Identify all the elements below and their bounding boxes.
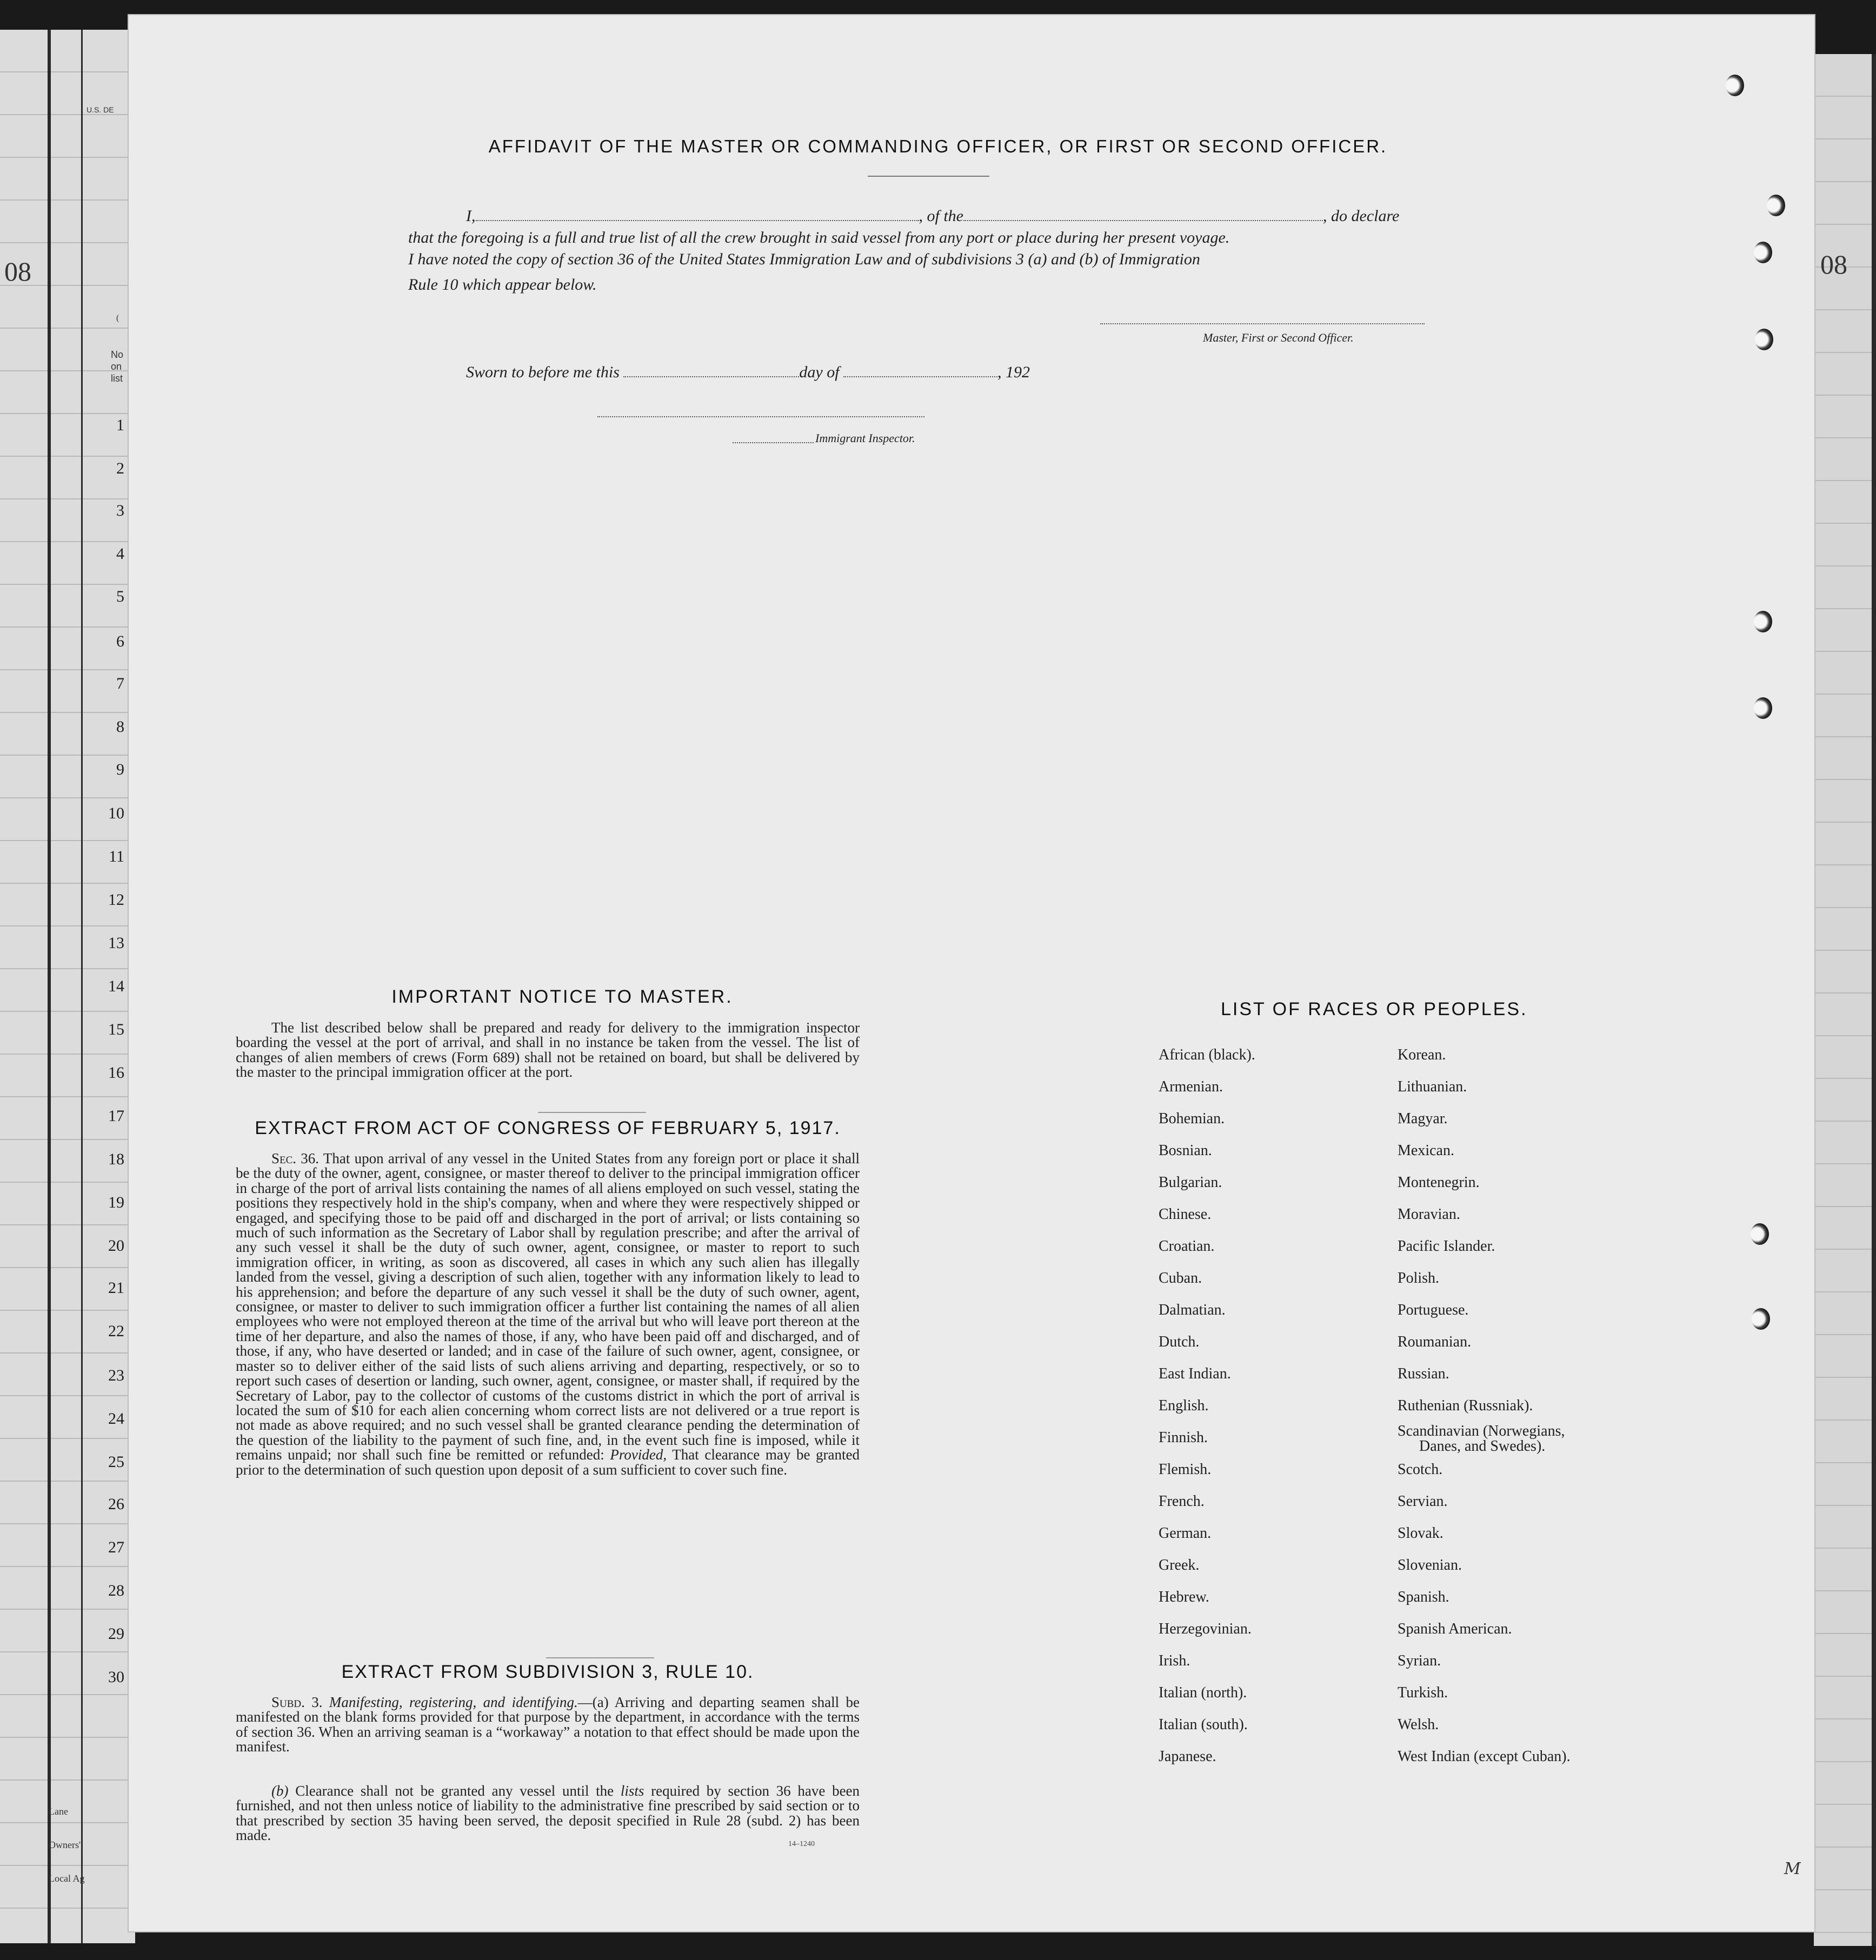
extract-rule-title: EXTRACT FROM SUBDIVISION 3, RULE 10. <box>341 1662 754 1682</box>
race-item: German. <box>1159 1525 1212 1542</box>
sworn-month-blank <box>843 376 997 377</box>
race-item: Bosnian. <box>1159 1142 1212 1159</box>
ledger-row-number: 18 <box>108 1150 124 1168</box>
ledger-binding-bar-right <box>1872 54 1876 1946</box>
race-item: Chinese. <box>1159 1206 1212 1223</box>
extract-rule-para-b <box>236 1784 860 1843</box>
race-item: Polish. <box>1398 1270 1440 1286</box>
race-item: Bulgarian. <box>1159 1174 1222 1191</box>
ledger-row-number: 22 <box>108 1322 124 1340</box>
ledger-row-number: 7 <box>116 675 124 692</box>
sworn-year: , 192 <box>997 363 1030 381</box>
race-item: Italian (north). <box>1159 1684 1247 1701</box>
notice-title: IMPORTANT NOTICE TO MASTER. <box>391 986 733 1007</box>
declaration-line-2: that the foregoing is a full and true list of all the crew brought in said vessel from any port or place during her present voyage. <box>408 229 1230 246</box>
race-item: Spanish. <box>1398 1589 1449 1605</box>
ledger-footer-label: Lane <box>49 1806 68 1817</box>
ledger-row-number: 12 <box>108 891 124 909</box>
race-item: Cuban. <box>1159 1270 1202 1286</box>
ledger-row-number: 15 <box>108 1021 124 1038</box>
race-item: English. <box>1159 1397 1209 1414</box>
race-item: Ruthenian (Russniak). <box>1398 1397 1533 1414</box>
race-item: French. <box>1159 1493 1205 1510</box>
race-item: Danes, and Swedes). <box>1419 1438 1546 1455</box>
race-item: Croatian. <box>1159 1238 1215 1255</box>
punch-hole-icon <box>1767 195 1785 216</box>
race-item: Scandinavian (Norwegians, <box>1398 1423 1565 1439</box>
extract-act-rule <box>546 1657 654 1658</box>
ledger-row-number: 13 <box>108 934 124 952</box>
punch-hole-icon <box>1754 242 1772 263</box>
ledger-row-number: 1 <box>116 416 124 434</box>
race-item: Turkish. <box>1398 1684 1448 1701</box>
ledger-binding-bar <box>48 30 51 1943</box>
subdivision-heading: Manifesting, registering, and identifying. <box>329 1694 578 1710</box>
race-item: Dutch. <box>1159 1334 1200 1350</box>
extract-act-body <box>236 1151 860 1477</box>
ledger-ref-number: 08 <box>4 256 31 286</box>
race-item: Italian (south). <box>1159 1716 1248 1733</box>
declaration-of-the: , of the <box>919 207 963 225</box>
section-36-end: That clearance may be granted prior to the determination of such question upon deposit of a sum sufficient to cover such fine. <box>236 1446 860 1478</box>
title-rule <box>868 176 989 177</box>
right-ledger-page <box>1814 54 1876 1946</box>
race-item: Hebrew. <box>1159 1589 1209 1605</box>
punch-hole-icon <box>1726 75 1744 96</box>
ledger-row-number: 26 <box>108 1495 124 1513</box>
race-item: Lithuanian. <box>1398 1078 1467 1095</box>
ledger-row-number: 29 <box>108 1625 124 1643</box>
race-item: Herzegovinian. <box>1159 1621 1252 1637</box>
form-number: 14–1240 <box>788 1840 815 1848</box>
inspector-name-blank <box>733 442 814 443</box>
ledger-header-line: on <box>111 361 122 372</box>
race-item: Flemish. <box>1159 1461 1212 1478</box>
extract-rule-para-a <box>236 1695 860 1755</box>
ledger-row-number: 30 <box>108 1668 124 1686</box>
para-b-lists: lists <box>620 1783 644 1799</box>
race-item: Portuguese. <box>1398 1302 1469 1318</box>
race-item: Slovak. <box>1398 1525 1443 1542</box>
notice-body: The list described below shall be prepared and ready for delivery to the immigration inspector boarding the vessel at the port of arrival, and shall in no instance be taken from the vessel. The list of changes of alien members of crews (Form 689) shall not be retained on board, but shall be delivered by the master to the principal immigration officer at the port. <box>236 1019 860 1081</box>
provided-word: Provided, <box>610 1446 667 1463</box>
subdivision-para-a: —(a) Arriving and departing seamen shall be manifested on the blank forms provided for that purpose by the department, in accordance with the terms of section 36. When an arriving seaman is a “workaway” a notation to that effect should be made upon the manifest. <box>236 1694 860 1755</box>
affidavit-sheet <box>129 15 1814 1931</box>
declaration-line-4: Rule 10 which appear below. <box>408 276 597 294</box>
race-item: East Indian. <box>1159 1365 1231 1382</box>
subdivision-label: Subd. 3. <box>271 1694 323 1710</box>
declaration-line-1 <box>466 207 1399 225</box>
left-ledger-page <box>0 30 135 1943</box>
declaration-line-3: I have noted the copy of section 36 of the United States Immigration Law and of subdivisions 3 (a) and (b) of Immigration <box>408 250 1200 268</box>
declaration-i: I, <box>466 207 476 225</box>
race-item: Irish. <box>1159 1652 1190 1669</box>
race-item: Korean. <box>1398 1046 1446 1063</box>
race-item: Dalmatian. <box>1159 1302 1226 1318</box>
sworn-line <box>466 363 1030 382</box>
ledger-row-number: 28 <box>108 1582 124 1599</box>
master-signature-label: Master, First or Second Officer. <box>1203 331 1354 344</box>
race-item: Spanish American. <box>1398 1621 1512 1637</box>
ledger-column-header <box>111 349 123 384</box>
ledger-row-number: 6 <box>116 632 124 650</box>
ledger-header-paren: ( <box>116 314 119 323</box>
race-item: Armenian. <box>1159 1078 1223 1095</box>
race-item: Japanese. <box>1159 1748 1216 1765</box>
ledger-ref-number-right: 08 <box>1820 249 1847 279</box>
para-b-label: (b) <box>271 1783 289 1799</box>
extract-act-title: EXTRACT FROM ACT OF CONGRESS OF FEBRUARY 5, 1917. <box>255 1118 841 1138</box>
handwritten-mark: M <box>1784 1859 1801 1878</box>
affidavit-title: AFFIDAVIT OF THE MASTER OR COMMANDING OFFICER, OR FIRST OR SECOND OFFICER. <box>488 136 1388 156</box>
ledger-row-number: 3 <box>116 502 124 519</box>
inspector-signature-label: Immigrant Inspector. <box>815 431 915 445</box>
race-item: Scotch. <box>1398 1461 1443 1478</box>
ledger-row-number: 25 <box>108 1453 124 1471</box>
sworn-day-blank <box>623 376 799 377</box>
race-item: Bohemian. <box>1159 1110 1225 1127</box>
ledger-row-number: 19 <box>108 1194 124 1211</box>
race-item: Montenegrin. <box>1398 1174 1480 1191</box>
race-item: Finnish. <box>1159 1429 1208 1446</box>
ledger-header-text: U.S. DE <box>87 105 114 114</box>
ledger-header-line: No <box>111 349 124 360</box>
race-item: Roumanian. <box>1398 1334 1472 1350</box>
master-signature-blank <box>1100 323 1425 324</box>
punch-hole-icon <box>1751 1223 1769 1245</box>
punch-hole-icon <box>1754 611 1772 632</box>
section-label: Sec. 36. <box>271 1150 320 1166</box>
sworn-day-of: day of <box>799 363 840 381</box>
notice-rule <box>538 1112 646 1113</box>
ledger-footer-labels <box>49 1795 84 1895</box>
inspector-signature-blank <box>597 416 924 417</box>
race-item: Russian. <box>1398 1365 1449 1382</box>
race-item: Moravian. <box>1398 1206 1460 1223</box>
name-blank <box>476 220 919 221</box>
race-item: Greek. <box>1159 1557 1200 1574</box>
race-item: Mexican. <box>1398 1142 1454 1159</box>
ledger-row-number: 5 <box>116 588 124 605</box>
ledger-row-number: 14 <box>108 977 124 995</box>
ledger-row-number: 16 <box>108 1064 124 1082</box>
ledger-row-number: 17 <box>108 1107 124 1125</box>
ledger-header-line: list <box>111 373 123 384</box>
ledger-row-number: 11 <box>109 848 124 865</box>
vessel-blank <box>963 220 1323 221</box>
race-item: Syrian. <box>1398 1652 1441 1669</box>
ledger-row-number: 9 <box>116 761 124 778</box>
ledger-row-number: 10 <box>108 804 124 822</box>
ledger-footer-label: Owners' <box>49 1839 81 1850</box>
race-item: Pacific Islander. <box>1398 1238 1495 1255</box>
punch-hole-icon <box>1755 329 1773 350</box>
para-b-text-2: required by section 36 have been furnished, and not then unless notice of liability to the administrative fine prescribed by said section or to that prescribed by section 35 having been served, the deposit specified in Rule 28 (subd. 2) has been made. <box>236 1783 860 1844</box>
race-item: Servian. <box>1398 1493 1448 1510</box>
ledger-row-number: 2 <box>116 459 124 477</box>
ledger-row-number: 23 <box>108 1366 124 1384</box>
race-item: West Indian (except Cuban). <box>1398 1748 1571 1765</box>
punch-hole-icon <box>1754 697 1772 719</box>
ledger-row-number: 4 <box>116 545 124 563</box>
race-item: Magyar. <box>1398 1110 1448 1127</box>
ledger-row-number: 24 <box>108 1410 124 1428</box>
section-36-text: That upon arrival of any vessel in the United States from any foreign port or place it shall be the duty of the owner, agent, consignee, or master thereof to deliver to the principal immigration officer in charge of the port of arrival lists containing the names of all aliens employed on such vessel, stating the positions they respectively hold in the ship's company, when and where they were respectively shipped or engaged, and specifying those to be paid off and discharged in the port of arrival; or lists containing so much of such information as the Secretary of Labor shall by regulation prescribe; and after the arrival of any such vessel it shall be the duty of such owner, agent, consignee, or master to report to such immigration officer, in writing, as soon as discovered, all cases in which any such alien has illegally landed from the vessel, giving a description of such alien, together with any information likely to lead to his apprehension; and before the departure of any such vessel it shall be the duty of such owner, agent, consignee, or master to deliver to such immigration officer a further list containing the names of all alien employees who were not employed thereon at the time of the arrival but who will leave port thereon at the time of her departure, and also the names of those, if any, who have been paid off and discharged, and of those, if any, who have deserted or landed; and in case of the failure of such owner, agent, consignee, or master so to deliver either of the said lists of such aliens arriving and departing, respectively, or so to report such cases of desertion or landing, such owner, agent, consignee, or master shall, if required by the Secretary of Labor, pay to the collector of customs of the customs district in which the port of arrival is located the sum of $10 for each alien concerning whom correct lists are not delivered or a true report is not made as above required; and no such vessel shall be granted clearance pending the determination of the question of the liability to the payment of such fine, and, in the event such fine is imposed, while it remains unpaid; nor shall such fine be remitted or refunded: <box>236 1150 860 1463</box>
ledger-row-number: 27 <box>108 1538 124 1556</box>
race-item: African (black). <box>1159 1046 1255 1063</box>
ledger-row-number: 21 <box>108 1279 124 1297</box>
race-item: Slovenian. <box>1398 1557 1462 1574</box>
declaration-do-declare: , do declare <box>1323 207 1400 225</box>
sworn-text: Sworn to before me this <box>466 363 620 381</box>
punch-hole-icon <box>1752 1308 1770 1330</box>
races-title: LIST OF RACES OR PEOPLES. <box>1221 999 1528 1019</box>
para-b-text-1: Clearance shall not be granted any vessel until the <box>295 1783 614 1799</box>
ledger-row-number: 8 <box>116 718 124 736</box>
race-item: Welsh. <box>1398 1716 1439 1733</box>
ledger-footer-label: Local Ag <box>49 1873 85 1884</box>
ledger-row-number: 20 <box>108 1237 124 1255</box>
